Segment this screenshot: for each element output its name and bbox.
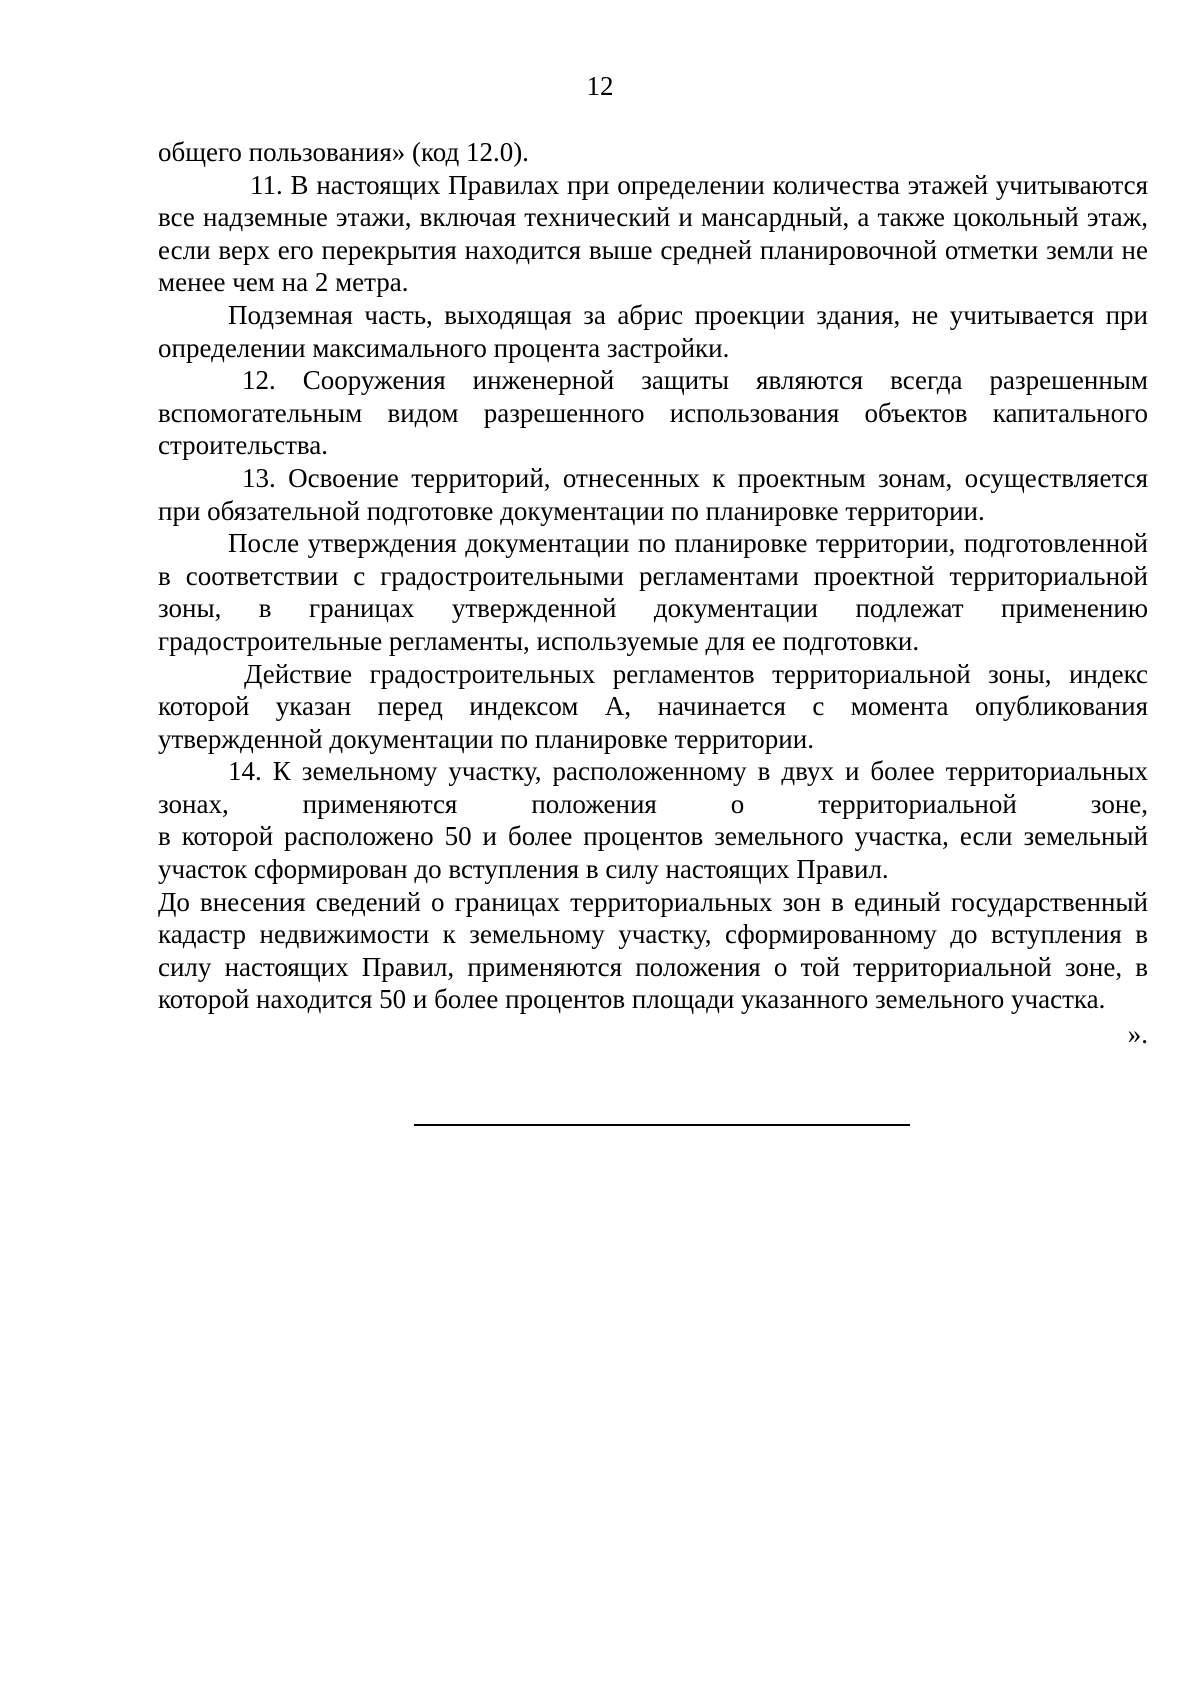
paragraph-regulation-effect: Действие градостроительных регламентов территориальной зоны, индекс которой указан перед индексом А, начинается с момента опубликования утвержденной документации по планировке территории.: [158, 658, 1148, 754]
paragraph-continuation: общего пользования» (код 12.0).: [158, 137, 529, 167]
end-separator-line: [414, 1124, 910, 1126]
paragraph-item-14-continued: в которой расположено 50 и более процентов земельного участка, если земельный участок сформирован до вступления в силу настоящих Правил.: [158, 821, 1148, 885]
paragraph-after-approval: После утверждения документации по планировке территории, подготовленной в соответствии с градостроительными регламентами проектной территориальной зоны, в границах утвержденной документации подлежат применению градостроительные регламенты, используемые для ее подготовки.: [158, 528, 1148, 656]
paragraph-item-12: 12. Сооружения инженерной защиты являются всегда разрешенным вспомогательным видом разрешенного использования объектов капитального строительства.: [158, 365, 1148, 461]
paragraph-item-11: 11. В настоящих Правилах при определении количества этажей учитываются все надземные этажи, включая технический и мансардный, а также цокольный этаж, если верх его перекрытия находится выше средней планировочной отметки земли не менее чем на 2 метра.: [158, 169, 1148, 298]
paragraph-item-13: 13. Освоение территорий, отнесенных к проектным зонам, осуществляется при обязательной подготовке документации по планировке территории.: [158, 462, 1148, 526]
paragraph-underground-part: Подземная часть, выходящая за абрис проекции здания, не учитывается при определении максимального процента застройки.: [158, 299, 1148, 363]
paragraph-item-14-end: До внесения сведений о границах территориальных зон в единый государственный кадастр недвижимости к земельному участку, сформированному до вступления в силу настоящих Правил, применяются положения о той территориальной зоне, в которой находится 50 и более процентов площади указанного земельного участка.: [158, 886, 1148, 1015]
closing-quote: ».: [1127, 1019, 1148, 1050]
document-body: [158, 136, 1148, 1051]
paragraph-item-14-start: 14. К земельному участку, расположенному в двух и более территориальных зонах, применяются положения о территориальной зоне,: [158, 756, 1148, 819]
page-number: 12: [586, 71, 614, 101]
